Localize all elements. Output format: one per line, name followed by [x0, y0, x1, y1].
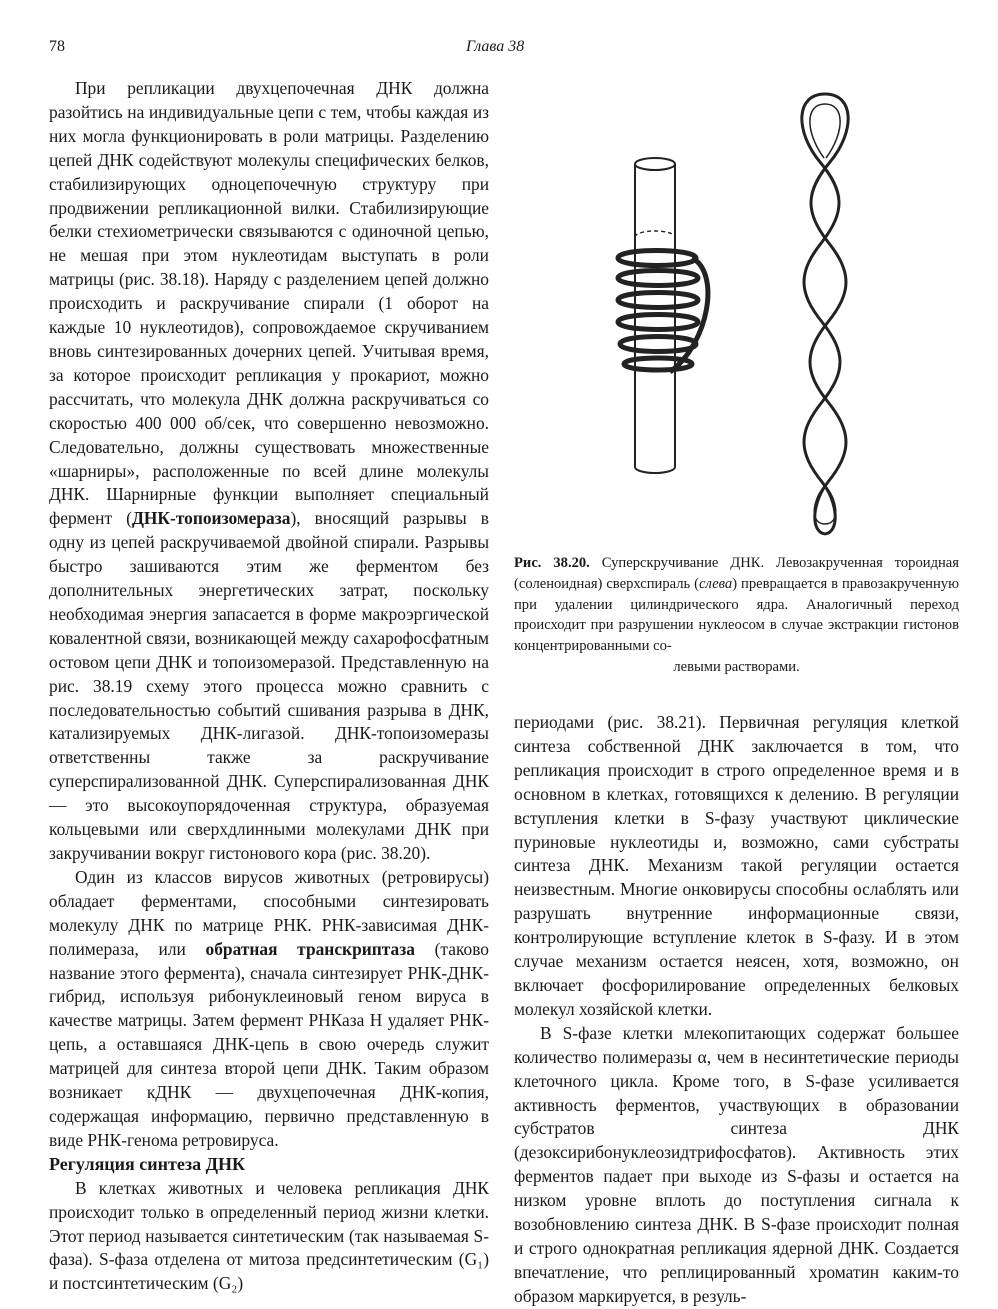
term-topoisomerase: ДНК-топоизомераза — [131, 508, 291, 529]
caption-body: Рис. 38.20. Суперскручивание ДНК. Левозакрученная тороидная (соленоидная) сверхспираль (слева) превращается в правозакрученную при удалении цилиндрического ядра. Аналогичный переход происходит при разрушении нуклеосом в случае экстракции гистонов концентрированными со- — [514, 555, 959, 655]
paragraph-regulation: В клетках животных и человека репликация ДНК происходит только в определенный период жизни клетки. Этот период называется синтетическим (так называемая S-фаза). S-фаза отделена от митоза предсинтетическим (G₁) и постсинтетическим (G₂) — [49, 1177, 489, 1294]
twisted-loop — [802, 94, 848, 534]
paragraph-s-phase: В S-фазе клетки млекопитающих содержат большее количество полимеразы α, чем в несинтетические периоды клеточного цикла. Кроме того, в S-фазе усиливается активность ферментов, участвующих в образовании субстратов синтеза ДНК (дезоксирибонуклеозидтрифосфатов). Активность этих ферментов падает при выходе из S-фазы и остается на низком уровне вплоть до поступления сигнала к возобновлению синтеза ДНК. В S-фазе происходит полная и строго однократная репликация ядерной ДНК. Создается впечатление, что реплицированный хроматин каким-то образом маркируется, в резуль- — [514, 1022, 959, 1306]
supercoiling-figure — [600, 72, 980, 552]
cylinder-bottom — [635, 467, 675, 473]
cylinder-with-coil — [618, 158, 708, 473]
term-reverse-transcriptase: обратная транскриптаза — [205, 938, 415, 959]
caption-last-line: левыми растворами. — [673, 658, 800, 675]
cylinder-top — [635, 158, 675, 170]
figure-caption — [514, 553, 959, 678]
section-heading: Регуляция синтеза ДНК — [49, 1153, 246, 1174]
paragraph-replication: При репликации двухцепочечная ДНК должна разойтись на индивидуальные цепи с тем, чтобы каждая из них могла функционировать в роли матрицы. Разделению цепей ДНК содействуют молекулы специфических белков, стабилизирующих одноцепочечную структуру при продвижении репликационной вилки. Стабилизирующие белки стехиометрически связываются с одиночной цепью, не мешая при этом нуклеотидам выступать в роли матрицы (рис. 38.18). Наряду с разделением цепей должно происходить и раскручивание спирали (1 оборот на каждые 10 нуклеотидов), сопровождаемое скручиванием вновь синтезированных дочерних цепей. Учитывая время, за которое происходит репликация у прокариот, можно рассчитать, что молекула ДНК должна раскручиваться со скоростью 400 000 об/сек, что совершенно невозможно. Следовательно, должны существовать множественные «шарниры», расположенные по всей длине молекулы ДНК. Шарнирные функции выполняет специальный фермент (ДНК-топоизомераза), вносящий разрывы в одну из цепей раскручиваемой двойной спирали. Разрывы быстро зашиваются этим же ферментом без дополнительных энергетических затрат, поскольку необходимая энергия запасается в форме макроэргической ковалентной связи, возникающей между сахарофосфатным остовом цепи ДНК и топоизомеразой. Представленную на рис. 38.19 схему этого процесса можно сравнить с последовательностью событий сшивания разрыва в ДНК, катализируемых ДНК-лигазой. ДНК-топоизомеразы ответственны также за раскручивание суперспирализованной ДНК. Суперспирализованная ДНК — это высокоупорядоченная структура, образуемая кольцевыми или сверхдлинными молекулами ДНК при закручивании вокруг гистонового кора (рис. 38.20). — [49, 78, 489, 863]
page-header — [0, 38, 998, 62]
right-column — [514, 711, 959, 1309]
left-column — [49, 77, 489, 1296]
paragraph-periods: периодами (рис. 38.21). Первичная регуляция клеткой синтеза собственной ДНК заключается в том, что репликация происходит в строго определенное время и в основном в клетках, готовящихся к делению. В регуляции вступления клетки в S-фазу участвуют циклические пуриновые нуклеотиды и, возможно, сами субстраты синтеза ДНК. Механизм такой регуляции остается неизвестным. Многие онковирусы способны ослаблять или разрушать внутренние информационные связи, контролирующие вступление клеток в S-фазу. И в этом случае механизм остается неясен, хотя, возможно, он включает фосфорилирование определенных белковых молекул хозяйской клетки. — [514, 712, 959, 1019]
page-number: 78 — [49, 38, 65, 55]
chapter-title: Глава 38 — [466, 38, 525, 55]
paragraph-retroviruses: Один из классов вирусов животных (ретровирусы) обладает ферментами, способными синтезировать молекулу ДНК по матрице РНК. РНК-зависимая ДНК-полимераза, или обратная транскриптаза (таково название этого фермента), сначала синтезирует РНК-ДНК-гибрид, используя рибонуклеиновый геном вируса в качестве матрицы. Затем фермент РНКаза Н удаляет РНК-цепь, а оставшаяся ДНК-цепь в свою очередь служит матрицей для синтеза второй цепи ДНК. Таким образом возникает кДНК — двухцепочечная ДНК-копия, содержащая информацию, первично представленную в виде РНК-генома ретровируса. — [49, 866, 489, 1150]
caption-label: Рис. 38.20. — [514, 555, 590, 571]
